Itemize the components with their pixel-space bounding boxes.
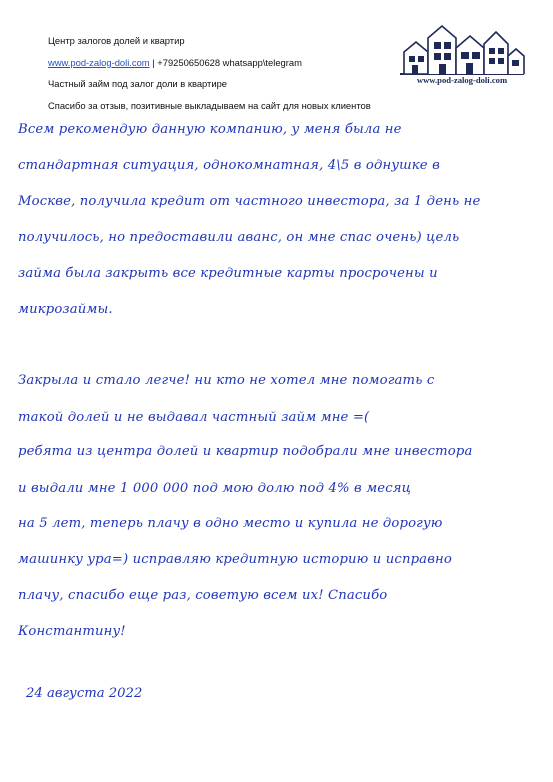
review-line: такой долей и не выдавал частный займ мне =(: [18, 410, 370, 425]
company-name: Центр залогов долей и квартир: [48, 35, 185, 46]
review-line: плачу, спасибо еще раз, советую всем их! Спасибо: [18, 588, 388, 603]
review-line: Константину!: [18, 624, 126, 639]
review-date: 24 августа 2022: [26, 686, 143, 701]
review-line: микрозаймы.: [18, 302, 113, 317]
letterhead: [48, 30, 388, 116]
review-line: Закрыла и стало легче! ни кто не хотел мне помогать с: [18, 373, 435, 388]
review-line: получилось, но предоставили аванс, он мне спас очень) цель: [18, 230, 460, 245]
review-line: займа была закрыть все кредитные карты просрочены и: [18, 266, 438, 281]
review-line: ребята из центра долей и квартир подобрали мне инвестора: [18, 444, 473, 459]
review-line: стандартная ситуация, однокомнатная, 4\5 в однушке в: [18, 158, 440, 173]
phone-messenger: | +79250650628 whatsapp\telegram: [149, 56, 302, 68]
review-line: Всем рекомендую данную компанию, у меня была не: [18, 122, 402, 137]
website-link[interactable]: www.pod-zalog-doli.com: [48, 56, 150, 68]
contact-line: [48, 52, 388, 74]
review-line: на 5 лет, теперь плачу в одно место и купила не дорогую: [18, 516, 443, 531]
company-logo: [398, 18, 526, 96]
houses-logo-icon: [398, 18, 526, 78]
logo-caption: www.pod-zalog-doli.com: [416, 75, 508, 85]
review-line: и выдали мне 1 000 000 под мою долю под 4% в месяц: [18, 481, 412, 496]
review-line: машинку ура=) исправляю кредитную историю и исправно: [18, 552, 452, 567]
loan-description: Частный займ под залог доли в квартире: [48, 78, 228, 89]
thanks-note: Спасибо за отзыв, позитивные выкладываем на сайт для новых клиентов: [48, 99, 371, 111]
review-line: Москве, получила кредит от частного инвестора, за 1 день не: [18, 194, 481, 209]
